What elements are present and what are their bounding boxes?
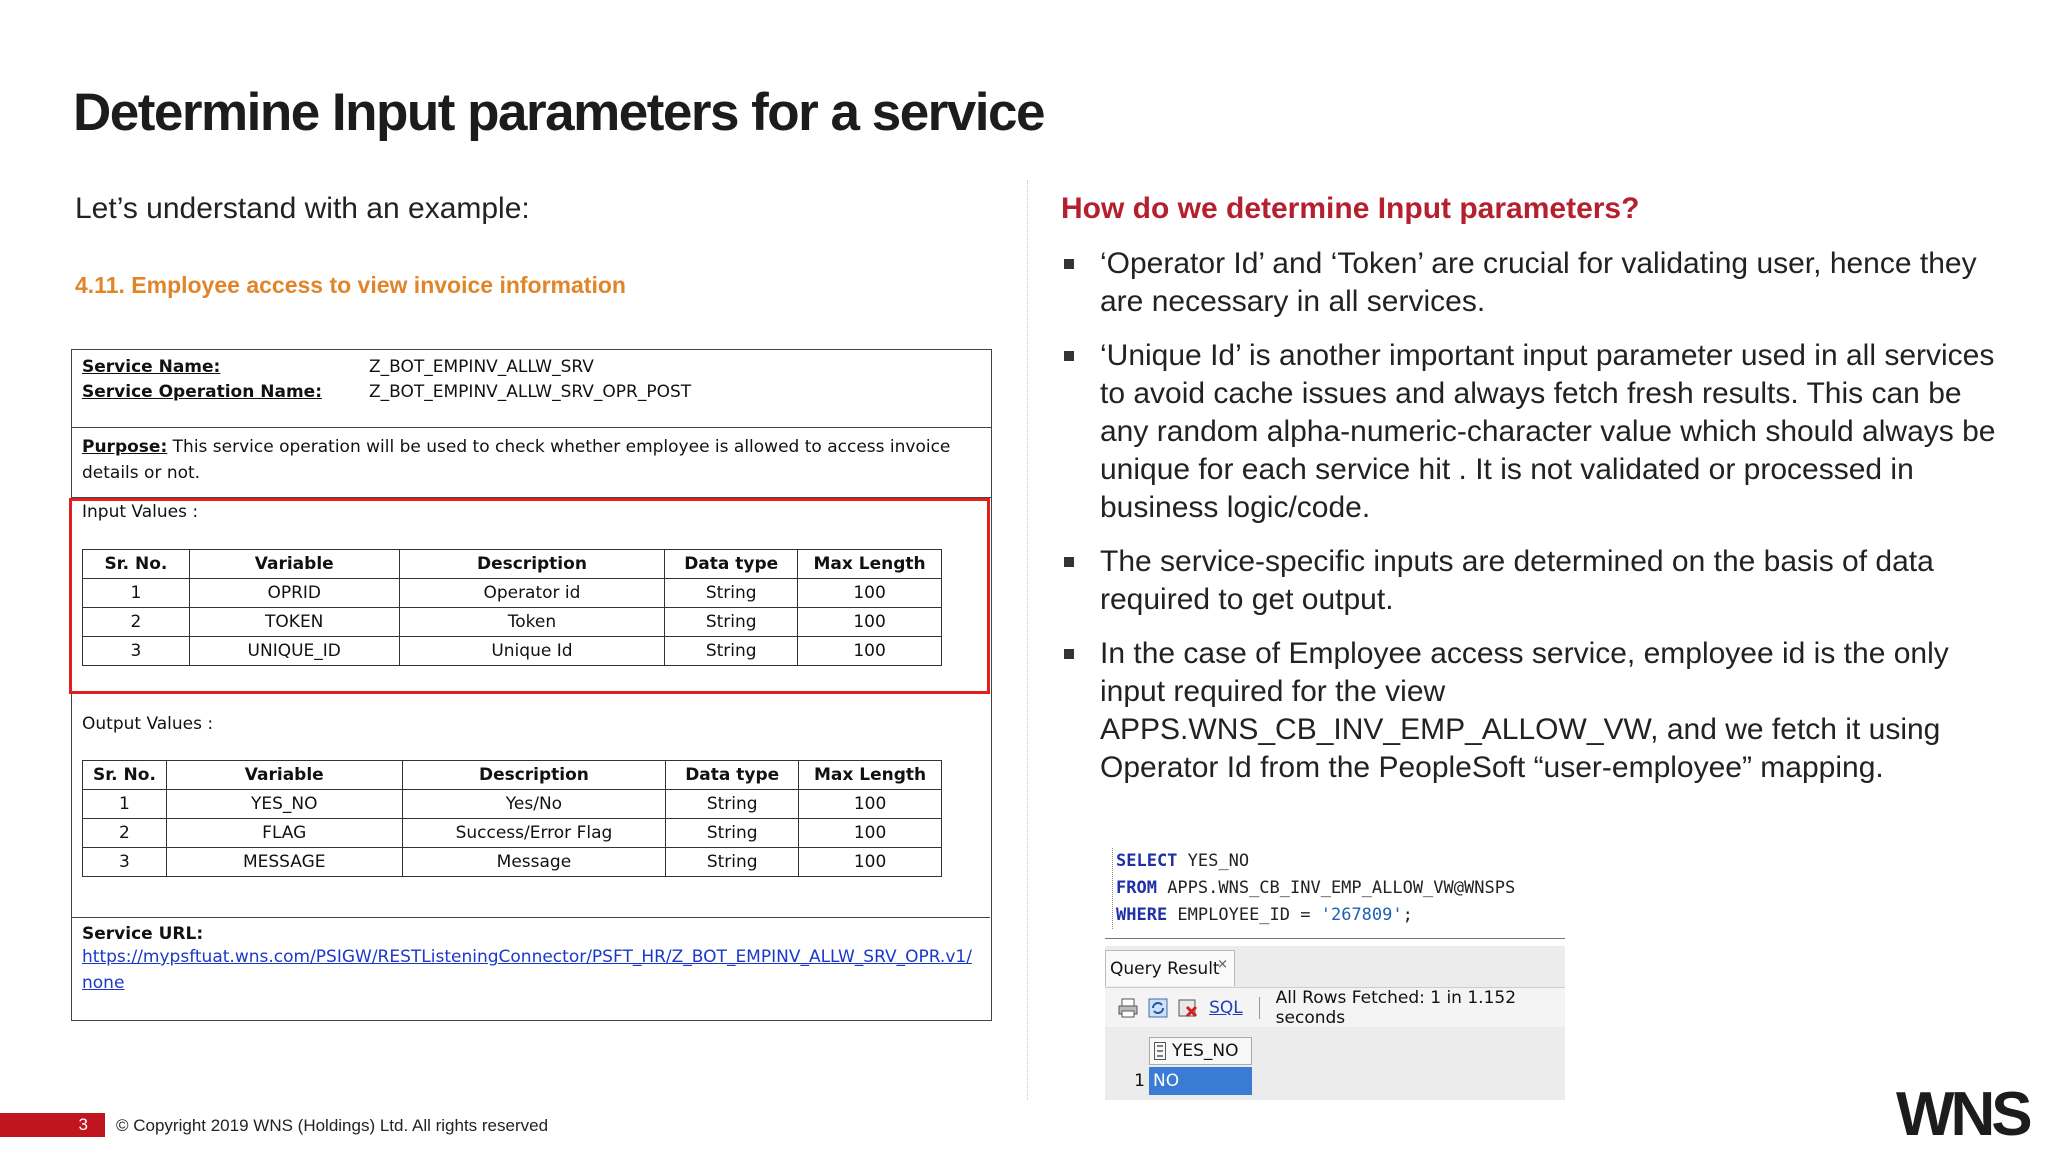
cell-variable: TOKEN	[189, 608, 399, 637]
refresh-icon[interactable]	[1147, 996, 1169, 1020]
cancel-query-icon[interactable]	[1177, 996, 1199, 1020]
sql-keyword-where: WHERE	[1116, 905, 1168, 925]
cell-description: Success/Error Flag	[402, 819, 666, 848]
cell-maxlen: 100	[799, 819, 942, 848]
service-op-value: Z_BOT_EMPINV_ALLW_SRV_OPR_POST	[369, 381, 692, 402]
intro-text: Let’s understand with an example:	[75, 192, 530, 225]
column-divider	[1027, 180, 1028, 1100]
sql-line-3-text: EMPLOYEE_ID =	[1167, 905, 1321, 925]
bullet-text: The service-specific inputs are determined on the basis of data required to get output.	[1100, 545, 1934, 616]
bullet-square-icon	[1064, 649, 1074, 659]
cell-datatype: String	[666, 819, 799, 848]
doc-section-heading: 4.11. Employee access to view invoice information	[75, 272, 626, 298]
header-datatype: Data type	[666, 761, 799, 790]
toolbar-separator	[1259, 997, 1260, 1019]
right-heading: How do we determine Input parameters?	[1061, 192, 1640, 225]
cell-maxlen: 100	[799, 848, 942, 877]
cell-datatype: String	[665, 579, 798, 608]
column-header-yes-no[interactable]	[1149, 1037, 1252, 1065]
sql-line-3	[1116, 902, 1515, 929]
cell-sr: 3	[83, 637, 190, 666]
service-name-value: Z_BOT_EMPINV_ALLW_SRV	[369, 356, 594, 377]
service-op-label: Service Operation Name:	[82, 381, 322, 402]
header-description: Description	[402, 761, 666, 790]
header-sr: Sr. No.	[83, 761, 167, 790]
cell-description: Message	[402, 848, 666, 877]
purpose-label: Purpose:	[82, 437, 168, 457]
bullet-square-icon	[1064, 259, 1074, 269]
cell-datatype: String	[665, 608, 798, 637]
header-maxlen: Max Length	[799, 761, 942, 790]
service-header	[72, 350, 991, 428]
sql-line-3-end: ;	[1402, 905, 1413, 925]
print-icon[interactable]	[1117, 996, 1139, 1020]
cell-maxlen: 100	[798, 608, 942, 637]
cell-description: Token	[399, 608, 665, 637]
sql-line-1	[1116, 848, 1515, 875]
output-values-label: Output Values :	[82, 714, 214, 734]
service-name-row	[82, 354, 981, 379]
cell-datatype: String	[666, 790, 799, 819]
cell-variable: YES_NO	[166, 790, 402, 819]
cell-sr: 2	[83, 819, 167, 848]
bullet-list	[1061, 245, 2001, 803]
service-spec-document	[71, 349, 992, 1021]
sql-line-2-text: APPS.WNS_CB_INV_EMP_ALLOW_VW@WNSPS	[1156, 878, 1516, 898]
header-description: Description	[399, 550, 665, 579]
service-url-label: Service URL:	[82, 924, 204, 944]
cell-variable: FLAG	[166, 819, 402, 848]
table-row	[83, 790, 942, 819]
result-cell-selected[interactable]: NO	[1149, 1067, 1252, 1095]
page-number: 3	[78, 1115, 88, 1134]
sql-link[interactable]: SQL	[1209, 997, 1243, 1018]
page-number-bar	[0, 1113, 105, 1137]
input-values-label: Input Values :	[82, 502, 199, 522]
copyright-text: © Copyright 2019 WNS (Holdings) Ltd. All rights reserved	[116, 1116, 549, 1135]
query-result-panel	[1105, 938, 1565, 1100]
header-variable: Variable	[166, 761, 402, 790]
query-result-toolbar	[1105, 987, 1565, 1027]
list-item	[1061, 245, 2001, 321]
cell-sr: 1	[83, 790, 167, 819]
sql-line-1-text: YES_NO	[1177, 851, 1250, 871]
output-values-table	[82, 760, 942, 877]
list-item	[1061, 635, 2001, 787]
cell-description: Yes/No	[402, 790, 666, 819]
column-type-icon	[1154, 1042, 1166, 1060]
service-url-link[interactable]: https://mypsftuat.wns.com/PSIGW/RESTListeningConnector/PSFT_HR/Z_BOT_EMPINV_ALLW_SRV_OPR.v1/none	[82, 947, 972, 993]
close-icon[interactable]: ×	[1217, 957, 1228, 972]
result-grid	[1105, 1027, 1565, 1100]
header-variable: Variable	[189, 550, 399, 579]
row-number: 1	[1134, 1071, 1145, 1091]
wns-logo: WNS	[1896, 1080, 2029, 1149]
bullet-text: ‘Unique Id’ is another important input parameter used in all services to avoid cache issues and always fetch fresh results. This can be any random alpha-numeric-character value which should always be unique for each service hit . It is not validated or processed in business logic/code.	[1100, 339, 1996, 524]
bullet-text: ‘Operator Id’ and ‘Token’ are crucial for validating user, hence they are necessary in all services.	[1100, 247, 1977, 318]
sql-string-value: '267809'	[1320, 905, 1403, 925]
column-header-label: YES_NO	[1172, 1041, 1239, 1061]
table-header-row	[83, 761, 942, 790]
cell-description: Operator id	[399, 579, 665, 608]
header-maxlen: Max Length	[798, 550, 942, 579]
list-item	[1061, 337, 2001, 527]
fetch-status: All Rows Fetched: 1 in 1.152 seconds	[1275, 987, 1517, 1028]
cell-variable: UNIQUE_ID	[189, 637, 399, 666]
panel-top-border	[1105, 938, 1565, 946]
bullet-square-icon	[1064, 557, 1074, 567]
sql-keyword-from: FROM	[1116, 878, 1157, 898]
purpose-text: This service operation will be used to check whether employee is allowed to access invoice details or not.	[82, 437, 951, 483]
service-url-block	[72, 917, 990, 1020]
tab-label: Query Result	[1110, 959, 1220, 979]
sql-line-2	[1116, 875, 1515, 902]
slide-title: Determine Input parameters for a service	[73, 83, 1044, 142]
input-values-highlight-box	[69, 498, 990, 694]
bullet-square-icon	[1064, 351, 1074, 361]
table-row	[83, 819, 942, 848]
list-item	[1061, 543, 2001, 619]
cell-sr: 2	[83, 608, 190, 637]
cell-maxlen: 100	[798, 579, 942, 608]
table-row	[83, 848, 942, 877]
service-name-label: Service Name:	[82, 356, 221, 377]
cell-variable: OPRID	[189, 579, 399, 608]
cell-sr: 1	[83, 579, 190, 608]
sql-keyword-select: SELECT	[1116, 851, 1178, 871]
cell-datatype: String	[665, 637, 798, 666]
header-datatype: Data type	[665, 550, 798, 579]
cell-maxlen: 100	[798, 637, 942, 666]
cell-maxlen: 100	[799, 790, 942, 819]
purpose-block	[72, 428, 991, 498]
cell-datatype: String	[666, 848, 799, 877]
sql-query-editor[interactable]	[1112, 848, 1515, 929]
service-op-row	[82, 379, 981, 404]
cell-description: Unique Id	[399, 637, 665, 666]
cell-sr: 3	[83, 848, 167, 877]
cell-variable: MESSAGE	[166, 848, 402, 877]
bullet-text: In the case of Employee access service, employee id is the only input required for the view APPS.WNS_CB_INV_EMP_ALLOW_VW, and we fetch it using Operator Id from the PeopleSoft “user-employee” mapping.	[1100, 637, 1949, 784]
tab-query-result[interactable]	[1105, 950, 1235, 986]
header-sr: Sr. No.	[83, 550, 190, 579]
